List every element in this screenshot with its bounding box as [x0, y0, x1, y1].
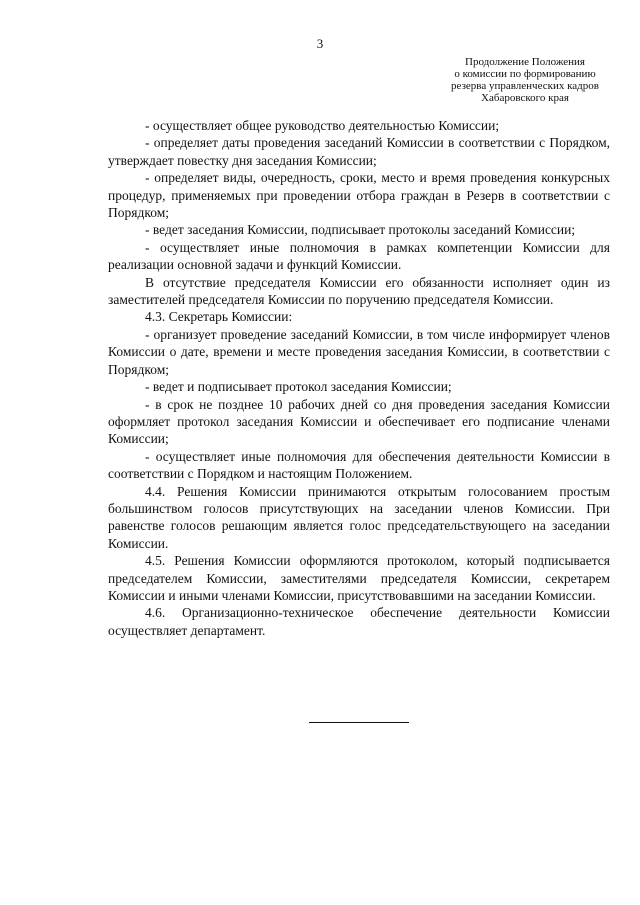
paragraph: 4.4. Решения Комиссии принимаются открытым голосованием простым большинством голосов присутствующих на заседании членов Комиссии. При равенстве голосов решающим является голос председательствующего на заседании Комиссии.: [108, 483, 610, 551]
page-number: 3: [316, 36, 324, 51]
paragraph: - определяет даты проведения заседаний Комиссии в соответствии с Порядком, утверждает повестку дня заседания Комиссии;: [108, 135, 610, 168]
header-note-line: о комиссии по формированию: [454, 68, 596, 80]
paragraph: - осуществляет иные полномочия в рамках компетенции Комиссии для реализации основной задачи и функций Комиссии.: [108, 239, 610, 273]
header-note-line: Продолжение Положения: [465, 56, 585, 68]
paragraph: - осуществляет общее руководство деятельностью Комиссии;: [145, 118, 500, 133]
paragraph: 4.5. Решения Комиссии оформляются протоколом, который подписывается председателем Комиссии, заместителями председателя Комиссии, секретарем Комиссии и иными членами Комиссии, присутствовавшими на заседании Комиссии.: [108, 553, 610, 603]
section-heading: 4.3. Секретарь Комиссии:: [145, 309, 293, 325]
document-body: [108, 117, 610, 639]
header-note: [420, 56, 630, 104]
header-note-line: Хабаровского края: [481, 92, 569, 104]
paragraph: - ведет и подписывает протокол заседания Комиссии;: [145, 379, 452, 395]
header-note-line: резерва управленческих кадров: [451, 80, 599, 92]
paragraph: - организует проведение заседаний Комиссии, в том числе информирует членов Комиссии о дате, времени и месте проведения заседания Комиссии, в соответствии с Порядком;: [108, 326, 610, 377]
paragraph: - ведет заседания Комиссии, подписывает протоколы заседаний Комиссии;: [145, 222, 576, 238]
paragraph: - определяет виды, очередность, сроки, место и время проведения конкурсных процедур, применяемых при проведении отбора граждан в Резерв в соответствии с Порядком;: [108, 170, 610, 221]
paragraph: 4.6. Организационно-техническое обеспечение деятельности Комиссии осуществляет департамент.: [108, 605, 610, 638]
paragraph: - осуществляет иные полномочия для обеспечения деятельности Комиссии в соответствии с Порядком и настоящим Положением.: [108, 448, 610, 482]
closing-rule: [309, 722, 409, 723]
paragraph: - в срок не позднее 10 рабочих дней со дня проведения заседания Комиссии оформляет протокол заседания Комиссии и обеспечивает его подписание членами Комиссии;: [108, 396, 610, 447]
paragraph: В отсутствие председателя Комиссии его обязанности исполняет один из заместителей председателя Комиссии по поручению председателя Комиссии.: [108, 274, 610, 308]
